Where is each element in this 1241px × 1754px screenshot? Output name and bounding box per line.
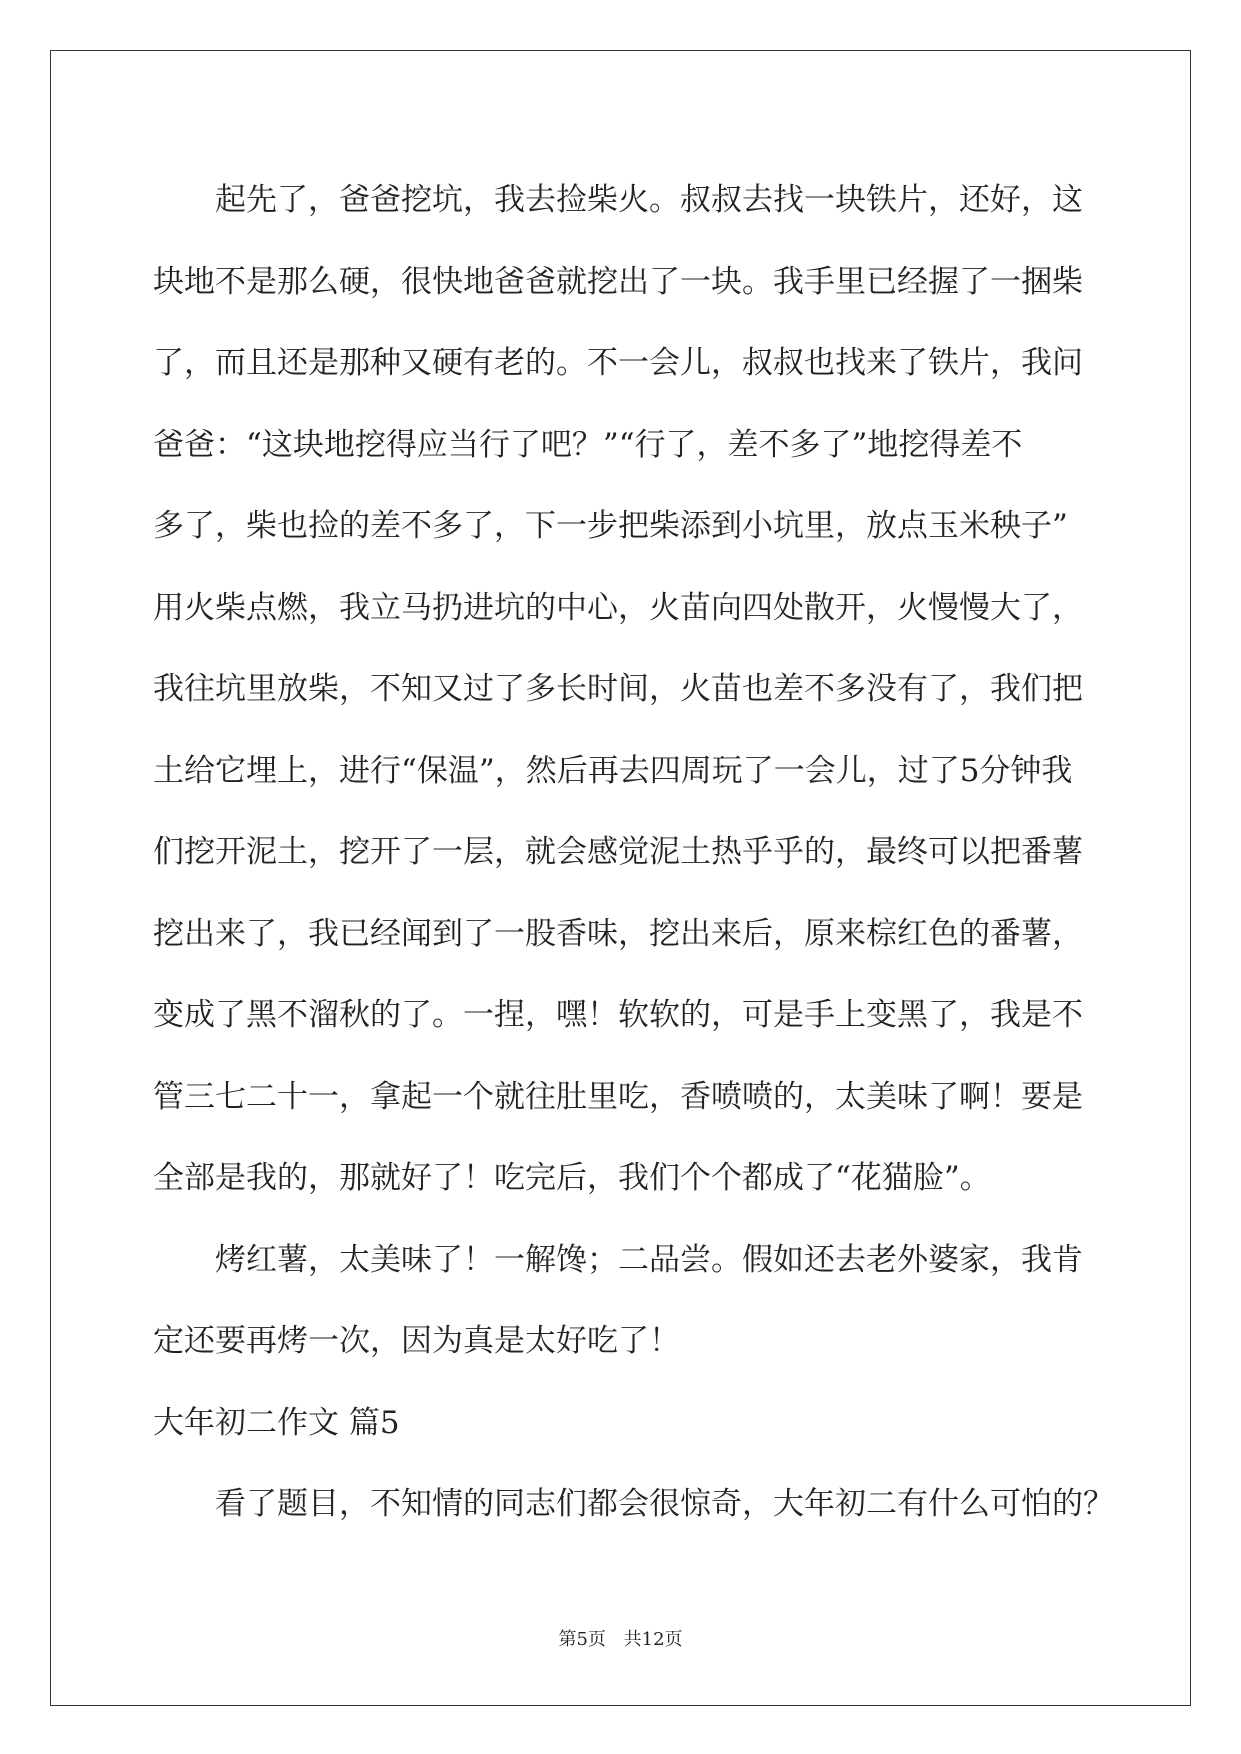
paragraph-line: 土给它埋上，进行“保温”，然后再去四周玩了一会儿，过了5分钟我 bbox=[153, 752, 1073, 789]
page-total: 共12页 bbox=[623, 1629, 683, 1650]
paragraph-line: 看了题目，不知情的同志们都会很惊奇，大年初二有什么可怕的？ bbox=[215, 1486, 1114, 1522]
paragraph-line: 块地不是那么硬，很快地爸爸就挖出了一块。我手里已经握了一捆柴 bbox=[153, 263, 1083, 300]
paragraph-line: 管三七二十一，拿起一个就往肚里吃，香喷喷的，太美味了啊！要是 bbox=[153, 1078, 1083, 1115]
paragraph-line: 用火柴点燃，我立马扔进坑的中心，火苗向四处散开，火慢慢大了， bbox=[153, 589, 1083, 626]
paragraph-line: 起先了，爸爸挖坑，我去捡柴火。叔叔去找一块铁片，还好，这 bbox=[215, 182, 1083, 218]
page-footer bbox=[0, 1625, 1241, 1651]
paragraph-line: 挖出来了，我已经闻到了一股香味，挖出来后，原来棕红色的番薯， bbox=[153, 915, 1083, 952]
document-body bbox=[153, 160, 1114, 1546]
paragraph-line: 多了，柴也捡的差不多了，下一步把柴添到小坑里，放点玉米秧子” bbox=[153, 508, 1068, 544]
page-number: 第5页 bbox=[558, 1629, 606, 1650]
paragraph-line: 变成了黑不溜秋的了。一捏，嘿！软软的，可是手上变黑了，我是不 bbox=[153, 997, 1083, 1033]
paragraph-line: 爸爸：“这块地挖得应当行了吧？”“行了，差不多了”地挖得差不 bbox=[153, 426, 1023, 463]
paragraph-line: 了，而且还是那种又硬有老的。不一会儿，叔叔也找来了铁片，我问 bbox=[153, 345, 1083, 381]
section-heading: 大年初二作文 篇5 bbox=[153, 1404, 400, 1441]
paragraph-line: 烤红薯，太美味了！一解馋；二品尝。假如还去老外婆家，我肯 bbox=[215, 1241, 1083, 1278]
paragraph-line: 全部是我的，那就好了！吃完后，我们个个都成了“花猫脸”。 bbox=[153, 1160, 991, 1196]
paragraph-line: 们挖开泥土，挖开了一层，就会感觉泥土热乎乎的，最终可以把番薯 bbox=[153, 834, 1083, 870]
paragraph-line: 我往坑里放柴，不知又过了多长时间，火苗也差不多没有了，我们把 bbox=[153, 671, 1083, 707]
paragraph-line: 定还要再烤一次，因为真是太好吃了！ bbox=[153, 1323, 680, 1359]
